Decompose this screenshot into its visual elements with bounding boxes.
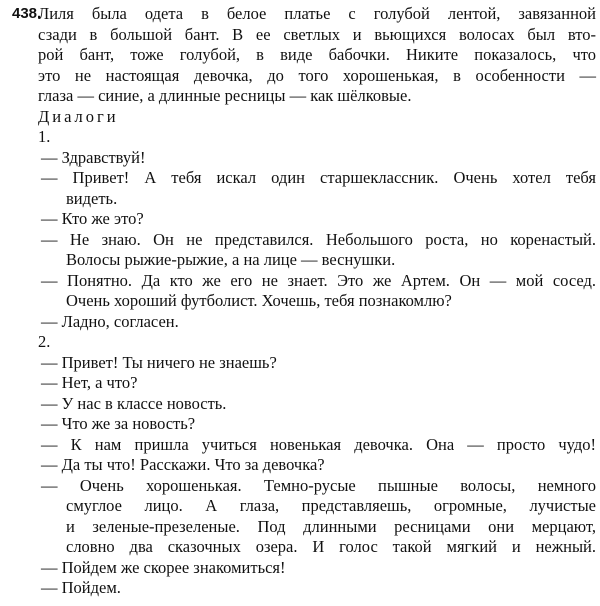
dialog-line: — Не знаю. Он не представился. Небольшого роста, но коренастый. bbox=[41, 229, 596, 249]
dialog-line: — Пойдем. bbox=[41, 578, 121, 597]
dialog-line: — Понятно. Да кто же его не знает. Это же Артем. Он — мой сосед. bbox=[41, 270, 596, 290]
dialog-line-continuation: словно два сказочных озера. И голос такой мягкий и нежный. bbox=[66, 537, 596, 556]
exercise-number: 438. bbox=[12, 5, 42, 22]
dialog-line-continuation: Очень хороший футболист. Хочешь, тебя познакомлю? bbox=[66, 291, 452, 310]
dialog-line: — Ладно, согласен. bbox=[41, 311, 179, 331]
dialog-line: — У нас в классе новость. bbox=[41, 393, 227, 413]
dialog-number: 1. bbox=[38, 127, 51, 146]
paragraph-line: 438. Лиля была одета в белое платье с голубой лентой, завязанной bbox=[12, 4, 596, 23]
dialog-line: — Нет, а что? bbox=[41, 373, 138, 392]
dialog-line-continuation: Волосы рыжие-рыжие, а на лице — веснушки. bbox=[66, 250, 396, 269]
paragraph-line: рой бант, тоже голубой, в виде бабочки. Никите показалось, что bbox=[38, 45, 596, 64]
dialog-line: — Что же за новость? bbox=[41, 414, 196, 433]
dialog-line: — Очень хорошенькая. Темно-русые пышные волосы, немного bbox=[41, 475, 596, 495]
dialog-line: — Кто же это? bbox=[41, 209, 144, 228]
textbook-page bbox=[0, 4, 600, 599]
dialog-line: — К нам пришла учиться новенькая девочка. Она — просто чудо! bbox=[41, 434, 596, 454]
dialog-line-continuation: смуглое лицо. А глаза, представляешь, огромные, лучистые bbox=[66, 496, 596, 515]
paragraph-line: это не настоящая девочка, до того хорошенькая, в особенности — bbox=[38, 65, 596, 85]
dialog-line: — Привет! Ты ничего не знаешь? bbox=[41, 352, 277, 372]
dialog-line-continuation: видеть. bbox=[66, 188, 118, 208]
dialog-line: — Привет! А тебя искал один старшеклассник. Очень хотел тебя bbox=[41, 168, 596, 187]
dialog-line: — Пойдем же скорее знакомиться! bbox=[41, 557, 286, 577]
dialog-line: — Да ты что! Расскажи. Что за девочка? bbox=[41, 455, 325, 474]
section-heading: Диалоги bbox=[38, 106, 119, 126]
dialogs bbox=[0, 127, 600, 599]
paragraph-line: сзади в большой бант. В ее светлых и вьющихся волосах был вто- bbox=[38, 24, 596, 44]
paragraph-line: глаза — синие, а длинные ресницы — как шёлковые. bbox=[38, 86, 412, 105]
dialog-line-continuation: и зеленые-презеленые. Под длинными ресницами они мерцают, bbox=[66, 516, 596, 536]
dialog-line: — Здравствуй! bbox=[41, 147, 146, 167]
dialog-number: 2. bbox=[38, 332, 51, 351]
